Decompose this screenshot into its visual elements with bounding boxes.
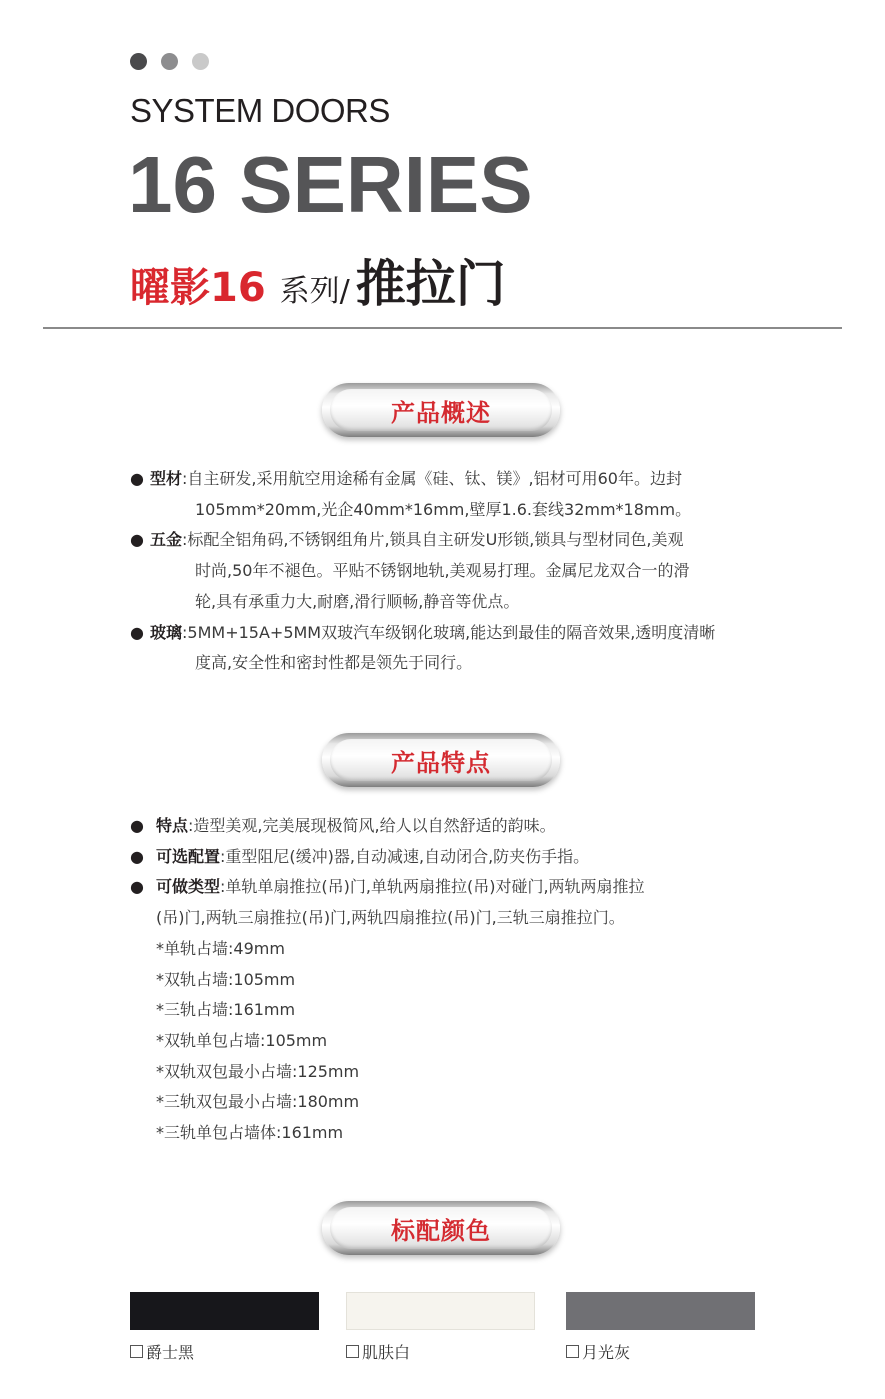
item-label: 特点 bbox=[156, 816, 189, 835]
item-label: 玻璃 bbox=[150, 622, 183, 642]
list-item-feature bbox=[130, 811, 770, 842]
bullet-icon: ● bbox=[130, 877, 144, 897]
list-item-profile bbox=[130, 464, 770, 525]
spec-item: *三轨单包占墙体:161mm bbox=[156, 1123, 344, 1143]
bullet-icon: ● bbox=[130, 816, 144, 835]
checkbox-icon bbox=[566, 1345, 579, 1358]
subtitle-product: 推拉门 bbox=[355, 255, 506, 313]
item-text: :自主研发,采用航空用途稀有金属《硅、钛、镁》,铝材可用60年。边封 bbox=[182, 469, 682, 488]
item-text: :标配全铝角码,不锈钢组角片,锁具自主研发U形锁,锁具与型材同色,美观 bbox=[182, 530, 684, 550]
item-text-continued: 轮,具有承重力大,耐磨,滑行顺畅,静音等优点。 bbox=[195, 591, 520, 611]
bullet-icon: ● bbox=[130, 622, 144, 642]
header-divider bbox=[43, 327, 842, 329]
list-item-options bbox=[130, 842, 770, 873]
swatch-skin-white bbox=[346, 1292, 535, 1330]
subtitle bbox=[130, 244, 506, 316]
item-label: 可做类型 bbox=[156, 877, 221, 897]
item-text-continued: 度高,安全性和密封性都是领先于同行。 bbox=[195, 653, 473, 673]
dot-dark bbox=[130, 53, 147, 70]
spec-item: *三轨双包最小占墙:180mm bbox=[156, 1092, 360, 1112]
swatch-moon-gray bbox=[566, 1292, 755, 1330]
item-text: :5MM+15A+5MM双玻汽车级钢化玻璃,能达到最佳的隔音效果,透明度清晰 bbox=[182, 622, 716, 642]
item-text: :重型阻尼(缓冲)器,自动减速,自动闭合,防夹伤手指。 bbox=[220, 846, 590, 866]
spec-item: *双轨双包最小占墙:125mm bbox=[156, 1061, 360, 1081]
item-label: 五金 bbox=[150, 530, 183, 550]
overview-badge bbox=[322, 383, 560, 437]
item-text-continued: 时尚,50年不褪色。平贴不锈钢地轨,美观易打理。金属尼龙双合一的滑 bbox=[195, 561, 690, 581]
swatch-jazz-black bbox=[130, 1292, 319, 1330]
subtitle-series: 系列/ bbox=[279, 274, 350, 309]
color-option-moon-gray bbox=[566, 1340, 630, 1363]
color-name: 肌肤白 bbox=[362, 1343, 411, 1362]
spec-item: *双轨单包占墙:105mm bbox=[156, 1030, 328, 1050]
overview-list bbox=[130, 464, 770, 679]
color-option-skin-white bbox=[346, 1340, 410, 1363]
features-badge-label: 产品特点 bbox=[391, 748, 491, 777]
item-label: 可选配置 bbox=[156, 846, 221, 866]
color-option-jazz-black bbox=[130, 1340, 194, 1363]
decorative-dots bbox=[130, 53, 209, 70]
spec-item: *双轨占墙:105mm bbox=[156, 969, 296, 989]
item-text-continued: (吊)门,两轨三扇推拉(吊)门,两轨四扇推拉(吊)门,三轨三扇推拉门。 bbox=[156, 908, 625, 928]
spec-item: *三轨占墙:161mm bbox=[156, 1000, 296, 1020]
checkbox-icon bbox=[346, 1345, 359, 1358]
eyebrow-title: SYSTEM DOORS bbox=[130, 92, 390, 129]
list-item-glass bbox=[130, 618, 770, 679]
item-label: 型材 bbox=[150, 469, 183, 488]
list-item-types bbox=[130, 872, 770, 933]
features-list bbox=[130, 811, 770, 1149]
bullet-icon: ● bbox=[130, 469, 144, 488]
spec-item: *单轨占墙:49mm bbox=[156, 938, 285, 958]
bullet-icon: ● bbox=[130, 846, 144, 866]
dot-light bbox=[192, 53, 209, 70]
item-text: :单轨单扇推拉(吊)门,单轨两扇推拉(吊)对碰门,两轨两扇推拉 bbox=[220, 877, 645, 897]
colors-badge-label: 标配颜色 bbox=[391, 1216, 491, 1245]
item-text-continued: 105mm*20mm,光企40mm*16mm,壁厚1.6.套线32mm*18mm。 bbox=[195, 499, 692, 519]
features-badge bbox=[322, 733, 560, 787]
colors-badge bbox=[322, 1201, 560, 1255]
bullet-icon: ● bbox=[130, 530, 144, 550]
list-item-hardware bbox=[130, 525, 770, 617]
color-name: 月光灰 bbox=[582, 1343, 631, 1362]
dot-mid bbox=[161, 53, 178, 70]
page-title: 16 SERIES bbox=[128, 140, 533, 229]
subtitle-brand: 曜影16 bbox=[130, 265, 266, 311]
item-text: :造型美观,完美展现极简风,给人以自然舒适的韵味。 bbox=[188, 816, 556, 835]
overview-badge-label: 产品概述 bbox=[391, 398, 491, 427]
color-name: 爵士黑 bbox=[146, 1343, 195, 1362]
checkbox-icon bbox=[130, 1345, 143, 1358]
